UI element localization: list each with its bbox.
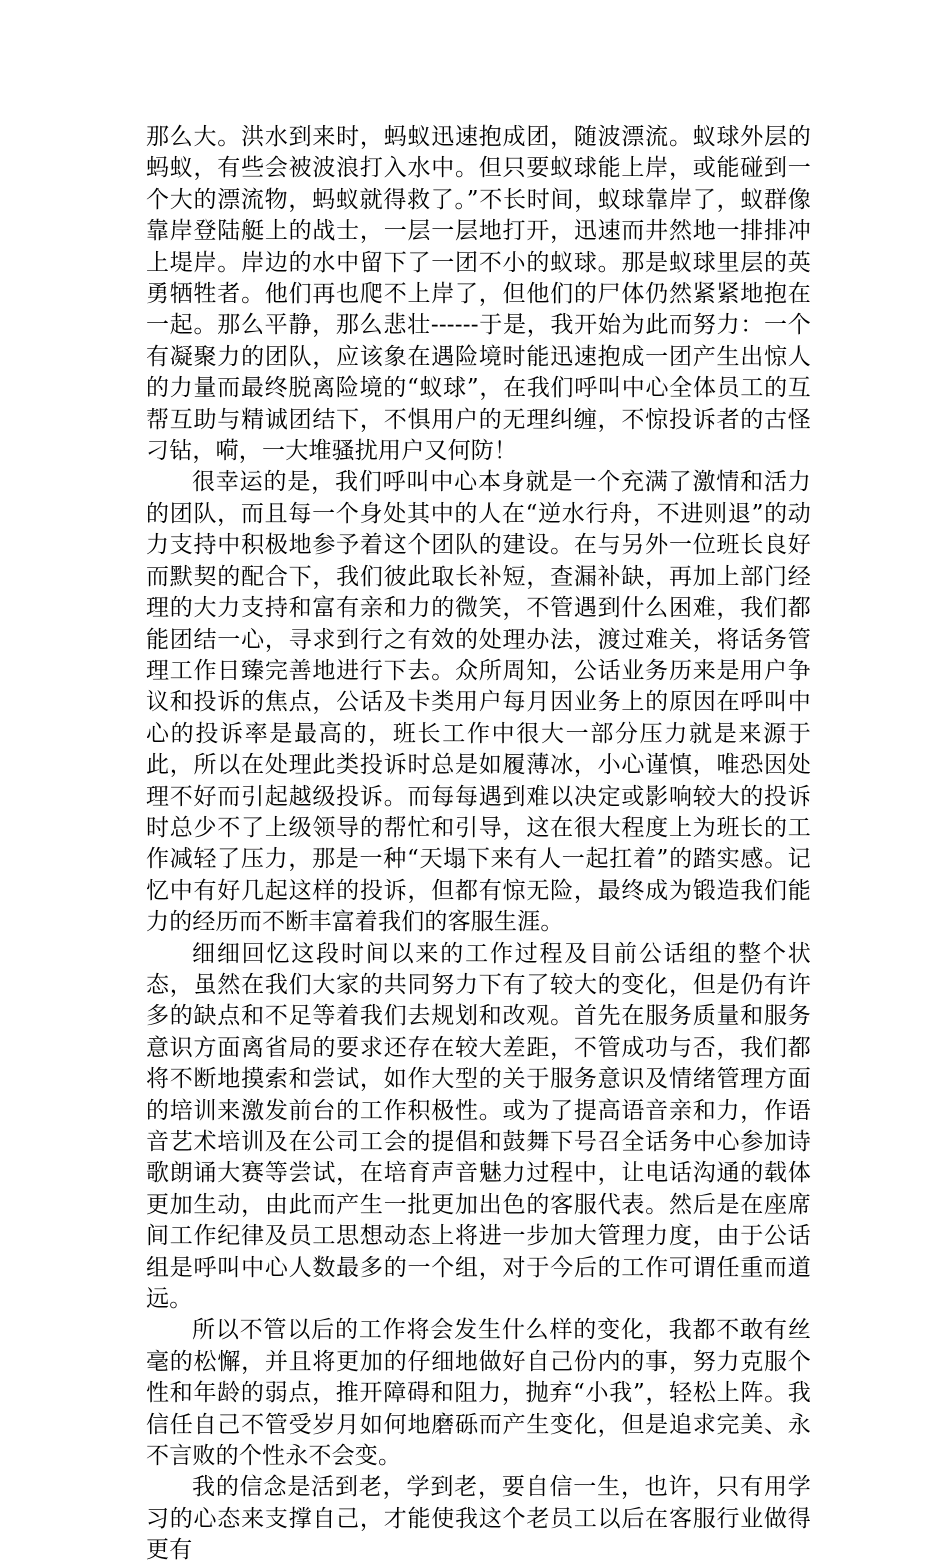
paragraph-2: 很幸运的是，我们呼叫中心本身就是一个充满了激情和活力的团队，而且每一个身处其中的人在“逆水行舟，不进则退”的动力支持中积极地参予着这个团队的建设。在与另外一位班长良好而默契的配合下，我们彼此取长补短，查漏补缺，再加上部门经理的大力支持和富有亲和力的微笑，不管遇到什么困难，我们都能团结一心，寻求到行之有效的处理办法，渡过难关，将话务管理工作日臻完善地进行下去。众所周知，公话业务历来是用户争议和投诉的焦点，公话及卡类用户每月因业务上的原因在呼叫中心的投诉率是最高的，班长工作中很大一部分压力就是来源于此，所以在处理此类投诉时总是如履薄冰，小心谨慎，唯恐因处理不好而引起越级投诉。而每每遇到难以决定或影响较大的投诉时总少不了上级领导的帮忙和引导，这在很大程度上为班长的工作减轻了压力，那是一种“天塌下来有人一起扛着”的踏实感。记忆中有好几起这样的投诉，但都有惊无险，最终成为锻造我们能力的经历而不断丰富着我们的客服生涯。 — [146, 469, 811, 936]
document-body — [146, 122, 811, 1567]
paragraph-3: 细细回忆这段时间以来的工作过程及目前公话组的整个状态，虽然在我们大家的共同努力下有了较大的变化，但是仍有许多的缺点和不足等着我们去规划和改观。首先在服务质量和服务意识方面离省局的要求还存在较大差距，不管成功与否，我们都将不断地摸索和尝试，如作大型的关于服务意识及情绪管理方面的培训来激发前台的工作积极性。或为了提高语音亲和力，作语音艺术培训及在公司工会的提倡和鼓舞下号召全话务中心参加诗歌朗诵大赛等尝试，在培育声音魅力过程中，让电话沟通的载体更加生动，由此而产生一批更加出色的客服代表。然后是在座席间工作纪律及员工思想动态上将进一步加大管理力度，由于公话组是呼叫中心人数最多的一个组，对于今后的工作可谓任重而道远。 — [146, 940, 811, 1313]
paragraph-1: 那么大。洪水到来时，蚂蚁迅速抱成团，随波漂流。蚁球外层的蚂蚁，有些会被波浪打入水中。但只要蚁球能上岸，或能碰到一个大的漂流物，蚂蚁就得救了。”不长时间，蚁球靠岸了，蚁群像靠岸登陆艇上的战士，一层一层地打开，迅速而井然地一排排冲上堤岸。岸边的水中留下了一团不小的蚁球。那是蚁球里层的英勇牺牲者。他们再也爬不上岸了，但他们的尸体仍然紧紧地抱在一起。那么平静，那么悲壮------于是，我开始为此而努力：一个有凝聚力的团队，应该象在遇险境时能迅速抱成一团产生出惊人的力量而最终脱离险境的“蚁球”，在我们呼叫中心全体员工的互帮互助与精诚团结下，不惧用户的无理纠缠，不惊投诉者的古怪刁钻，嗬，一大堆骚扰用户又何防！ — [146, 124, 811, 465]
paragraph-4: 所以不管以后的工作将会发生什么样的变化，我都不敢有丝毫的松懈，并且将更加的仔细地做好自己份内的事，努力克服个性和年龄的弱点，推开障碍和阻力，抛弃“小我”，轻松上阵。我信任自己不管受岁月如何地磨砾而产生变化，但是追求完美、永不言败的个性永不会变。 — [146, 1317, 811, 1470]
paragraph-5: 我的信念是活到老，学到老，要自信一生，也许，只有用学习的心态来支撑自己，才能使我这个老员工以后在客服行业做得更有 — [146, 1474, 811, 1564]
